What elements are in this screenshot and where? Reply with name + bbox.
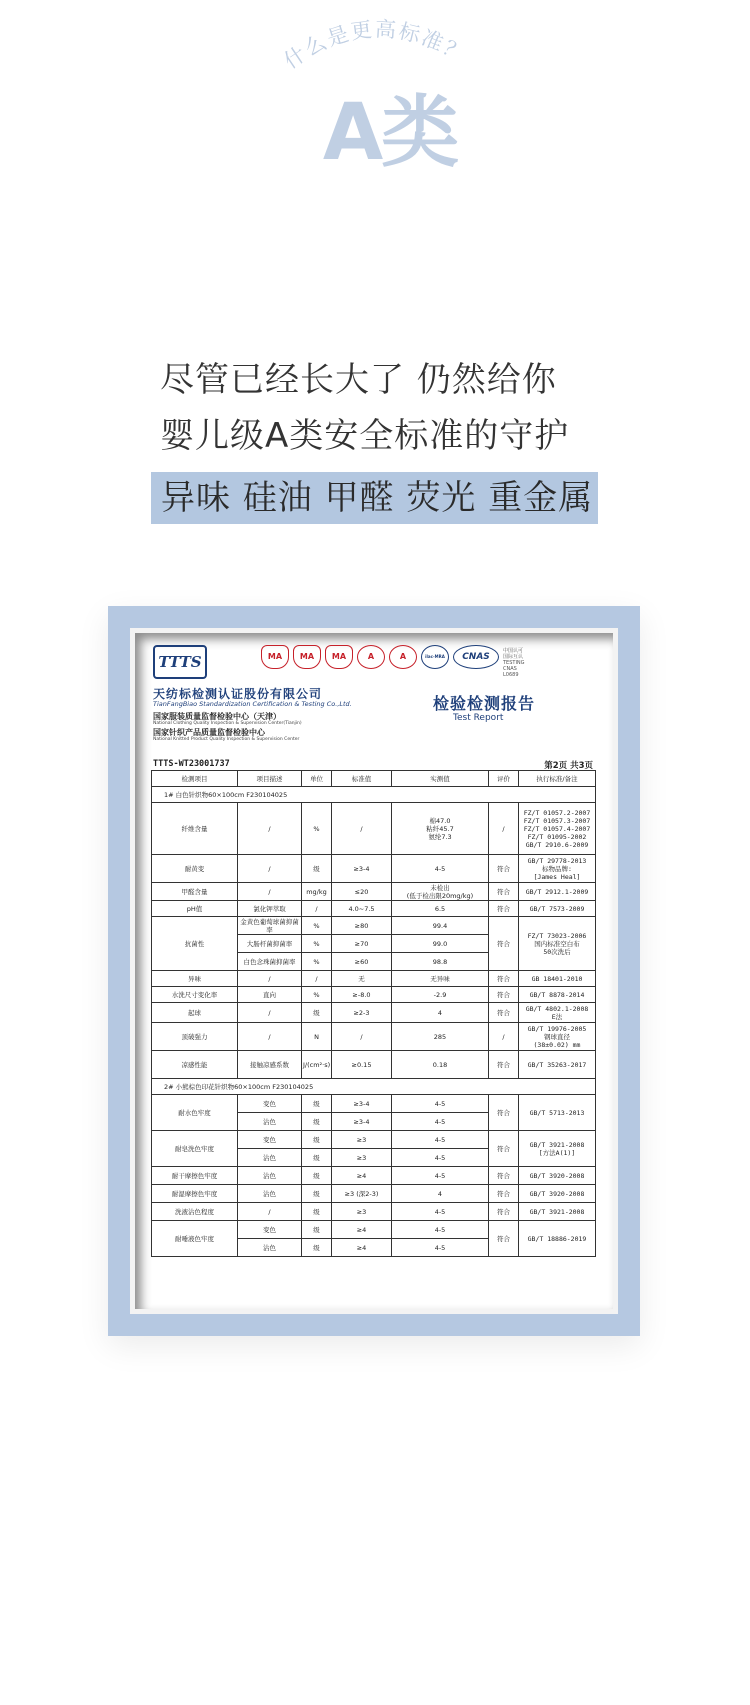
cell: 99.4 bbox=[392, 917, 489, 935]
ttts-logo: TTTS bbox=[153, 645, 207, 679]
highlight-banner bbox=[151, 472, 598, 524]
cell: ≥70 bbox=[332, 935, 392, 953]
cell: 未检出 (低于检出限20mg/kg) bbox=[392, 883, 489, 901]
cell: / bbox=[489, 803, 519, 855]
cell: 棉47.0 粘纤45.7 氨纶7.3 bbox=[392, 803, 489, 855]
table-row bbox=[152, 1095, 596, 1113]
page-indicator: 第2页 共3页 bbox=[544, 761, 593, 771]
cell: GB/T 29778-2013 标物品牌: [James Heal] bbox=[519, 855, 596, 883]
cell: 符合 bbox=[489, 1167, 519, 1185]
cell: / bbox=[302, 971, 332, 987]
cell: 4-5 bbox=[392, 1149, 489, 1167]
test-report-document bbox=[135, 633, 613, 1309]
cell: 4 bbox=[392, 1185, 489, 1203]
institute-1-cn: 国家服装质量监督检验中心（天津） bbox=[153, 712, 281, 721]
table-row bbox=[152, 1023, 596, 1051]
cell: ≥2-3 bbox=[332, 1003, 392, 1023]
table-row bbox=[152, 1131, 596, 1149]
cell: 符合 bbox=[489, 1221, 519, 1257]
cell: % bbox=[302, 803, 332, 855]
cell: ≥3 bbox=[332, 1203, 392, 1221]
cell: 级 bbox=[302, 1113, 332, 1131]
cell: N bbox=[302, 1023, 332, 1051]
ilac-mra-icon: ilac-MRA bbox=[421, 645, 449, 669]
cell: 4-5 bbox=[392, 1113, 489, 1131]
cell: / bbox=[332, 803, 392, 855]
cell: 氯化钾萃取 bbox=[238, 901, 302, 917]
highlight-text: 异味 硅油 甲醛 荧光 重金属 bbox=[161, 478, 594, 518]
cell: 6.5 bbox=[392, 901, 489, 917]
cell: 4-5 bbox=[392, 1203, 489, 1221]
cell: GB/T 3920-2008 bbox=[519, 1185, 596, 1203]
report-meta bbox=[153, 759, 593, 769]
column-header: 实测值 bbox=[392, 771, 489, 787]
cell: GB/T 4802.1-2008 E法 bbox=[519, 1003, 596, 1023]
cell: ≤20 bbox=[332, 883, 392, 901]
cell: % bbox=[302, 917, 332, 935]
report-title-en: Test Report bbox=[453, 713, 504, 723]
cell: 符合 bbox=[489, 901, 519, 917]
cell: 符合 bbox=[489, 971, 519, 987]
report-header bbox=[153, 645, 593, 745]
cell: GB 18401-2010 bbox=[519, 971, 596, 987]
cell: ≥4 bbox=[332, 1221, 392, 1239]
table-row bbox=[152, 1203, 596, 1221]
cell: 级 bbox=[302, 1149, 332, 1167]
cell: 符合 bbox=[489, 1131, 519, 1167]
cell: 无 bbox=[332, 971, 392, 987]
report-title-cn: 检验检测报告 bbox=[433, 694, 536, 713]
cell: 4-5 bbox=[392, 1131, 489, 1149]
cell: ≥0.15 bbox=[332, 1051, 392, 1079]
picture-frame bbox=[108, 606, 640, 1336]
cell: 沾色 bbox=[238, 1185, 302, 1203]
section-row bbox=[152, 1079, 596, 1095]
cell: ≥3-4 bbox=[332, 855, 392, 883]
company-name-en: TianFangBiao Standardization Certification & Testing Co.,Ltd. bbox=[153, 700, 352, 708]
table-row bbox=[152, 855, 596, 883]
cell: / bbox=[489, 1023, 519, 1051]
cell: 耐干摩擦色牢度 bbox=[152, 1167, 238, 1185]
cell: 沾色 bbox=[238, 1113, 302, 1131]
cell: GB/T 5713-2013 bbox=[519, 1095, 596, 1131]
cell: ≥3 bbox=[332, 1131, 392, 1149]
cell: 大肠杆菌抑菌率 bbox=[238, 935, 302, 953]
cell: 级 bbox=[302, 855, 332, 883]
cell: 变色 bbox=[238, 1095, 302, 1113]
cell: 顶破强力 bbox=[152, 1023, 238, 1051]
cell: GB/T 3921-2008 bbox=[519, 1203, 596, 1221]
cell: 4-5 bbox=[392, 1239, 489, 1257]
cell: ≥4 bbox=[332, 1167, 392, 1185]
cell: pH值 bbox=[152, 901, 238, 917]
cell: 99.0 bbox=[392, 935, 489, 953]
cell: 耐黄变 bbox=[152, 855, 238, 883]
cell: GB/T 3921-2008 [方法A(1)] bbox=[519, 1131, 596, 1167]
svg-text:什么是更高标准？ bbox=[280, 17, 471, 73]
cell: 级 bbox=[302, 1221, 332, 1239]
cell: J/(cm²·s) bbox=[302, 1051, 332, 1079]
cell: 金黄色葡萄球菌抑菌率 bbox=[238, 917, 302, 935]
cell: 符合 bbox=[489, 1095, 519, 1131]
cell: ≥3 bbox=[332, 1149, 392, 1167]
cell: / bbox=[238, 803, 302, 855]
cell: 沾色 bbox=[238, 1239, 302, 1257]
cell: 纤维含量 bbox=[152, 803, 238, 855]
cnas-logo-icon: CNAS bbox=[453, 645, 499, 669]
cell: 级 bbox=[302, 1203, 332, 1221]
section-title-1: 1# 白色针织物60×100cm F230104025 bbox=[152, 787, 596, 803]
test-results-table bbox=[151, 770, 596, 1257]
institute-2-en: National Knitted Product Quality Inspection & Supervision Center bbox=[153, 737, 300, 742]
cell: 符合 bbox=[489, 1185, 519, 1203]
cell: / bbox=[238, 971, 302, 987]
cell: 级 bbox=[302, 1095, 332, 1113]
table-row bbox=[152, 1167, 596, 1185]
cell: 甲醛含量 bbox=[152, 883, 238, 901]
cell: 符合 bbox=[489, 855, 519, 883]
intro-line-1: 尽管已经长大了 仍然给你 bbox=[160, 360, 557, 400]
cell: GB/T 35263-2017 bbox=[519, 1051, 596, 1079]
cell: 级 bbox=[302, 1003, 332, 1023]
cma-mark-icon: MA bbox=[325, 645, 353, 669]
column-header: 评价 bbox=[489, 771, 519, 787]
table-row bbox=[152, 803, 596, 855]
table-row bbox=[152, 1003, 596, 1023]
cell: 符合 bbox=[489, 1203, 519, 1221]
cell: 无异味 bbox=[392, 971, 489, 987]
cell: ≥3 (深2-3) bbox=[332, 1185, 392, 1203]
big-title: A类 bbox=[322, 88, 458, 178]
table-row bbox=[152, 1051, 596, 1079]
cell: 变色 bbox=[238, 1131, 302, 1149]
cell: 级 bbox=[302, 1131, 332, 1149]
frame-mat bbox=[130, 628, 618, 1314]
intro-text bbox=[160, 352, 569, 464]
cell: / bbox=[302, 901, 332, 917]
cell: / bbox=[238, 855, 302, 883]
institute-1-en: National Clothing Quality Inspection & Supervision Center(Tianjin) bbox=[153, 721, 302, 726]
intro-line-2: 婴儿级A类安全标准的守护 bbox=[160, 416, 570, 456]
column-header: 标准值 bbox=[332, 771, 392, 787]
cell: / bbox=[238, 1023, 302, 1051]
section-title-2: 2# 小熊棕色印花针织物60×100cm F230104025 bbox=[152, 1079, 596, 1095]
cell: 耐皂洗色牢度 bbox=[152, 1131, 238, 1167]
cell: 4-5 bbox=[392, 855, 489, 883]
cell: 符合 bbox=[489, 883, 519, 901]
column-header: 执行标准/备注 bbox=[519, 771, 596, 787]
cell: 变色 bbox=[238, 1221, 302, 1239]
column-header: 单位 bbox=[302, 771, 332, 787]
cell: 4.0~7.5 bbox=[332, 901, 392, 917]
cell: GB/T 2912.1-2009 bbox=[519, 883, 596, 901]
cell: 沾色 bbox=[238, 1149, 302, 1167]
cell: 级 bbox=[302, 1185, 332, 1203]
cell: GB/T 7573-2009 bbox=[519, 901, 596, 917]
cell: FZ/T 01057.2-2007 FZ/T 01057.3-2007 FZ/T 01057.4-2007 FZ/T 01095-2002 GB/T 2910.6-2009 bbox=[519, 803, 596, 855]
cnas-note: 中国认可 国际互认 TESTING CNAS L0689 bbox=[503, 648, 525, 678]
cma-mark-icon: MA bbox=[261, 645, 289, 669]
cell: % bbox=[302, 987, 332, 1003]
cell: ≥3-4 bbox=[332, 1095, 392, 1113]
table-row bbox=[152, 1185, 596, 1203]
cell: % bbox=[302, 953, 332, 971]
cell: / bbox=[238, 883, 302, 901]
cell: 285 bbox=[392, 1023, 489, 1051]
cell: ≥-8.0 bbox=[332, 987, 392, 1003]
cma-mark-icon: MA bbox=[293, 645, 321, 669]
cell: -2.9 bbox=[392, 987, 489, 1003]
cell: GB/T 18886-2019 bbox=[519, 1221, 596, 1257]
cell: 沾色 bbox=[238, 1167, 302, 1185]
cell: 白色念珠菌抑菌率 bbox=[238, 953, 302, 971]
cell: % bbox=[302, 935, 332, 953]
cell: / bbox=[238, 1203, 302, 1221]
cell: 耐湿摩擦色牢度 bbox=[152, 1185, 238, 1203]
cell: 4-5 bbox=[392, 1095, 489, 1113]
cell: / bbox=[332, 1023, 392, 1051]
cell: GB/T 3920-2008 bbox=[519, 1167, 596, 1185]
curved-subtitle-text: 什么是更高标准？ bbox=[279, 17, 471, 74]
cell: 接触凉感系数 bbox=[238, 1051, 302, 1079]
cell: 异味 bbox=[152, 971, 238, 987]
table-row bbox=[152, 1221, 596, 1239]
cell: 98.8 bbox=[392, 953, 489, 971]
cell: GB/T 19976-2005 钢球直径 (38±0.02) mm bbox=[519, 1023, 596, 1051]
cell: 4-5 bbox=[392, 1167, 489, 1185]
cell: 抗菌性 bbox=[152, 917, 238, 971]
cal-mark-icon: A bbox=[389, 645, 417, 669]
cell: 符合 bbox=[489, 987, 519, 1003]
table-row bbox=[152, 917, 596, 935]
column-header: 项目描述 bbox=[238, 771, 302, 787]
cal-mark-icon: A bbox=[357, 645, 385, 669]
cell: 4-5 bbox=[392, 1221, 489, 1239]
table-header-row bbox=[152, 771, 596, 787]
cell: 直向 bbox=[238, 987, 302, 1003]
cell: 符合 bbox=[489, 1003, 519, 1023]
cell: 4 bbox=[392, 1003, 489, 1023]
cell: ≥4 bbox=[332, 1239, 392, 1257]
cell: 耐唾液色牢度 bbox=[152, 1221, 238, 1257]
cell: 耐水色牢度 bbox=[152, 1095, 238, 1131]
cell: 起球 bbox=[152, 1003, 238, 1023]
company-name-cn: 天纺标检测认证股份有限公司 bbox=[153, 687, 323, 701]
cell: 符合 bbox=[489, 1051, 519, 1079]
cell: mg/kg bbox=[302, 883, 332, 901]
table-row bbox=[152, 901, 596, 917]
cell: ≥80 bbox=[332, 917, 392, 935]
cell: ≥3-4 bbox=[332, 1113, 392, 1131]
cell: GB/T 8878-2014 bbox=[519, 987, 596, 1003]
cell: 级 bbox=[302, 1239, 332, 1257]
institute-2-cn: 国家针织产品质量监督检验中心 bbox=[153, 728, 265, 737]
cell: FZ/T 73023-2006 国内标准空白布 50次洗后 bbox=[519, 917, 596, 971]
cell: 0.18 bbox=[392, 1051, 489, 1079]
table-row bbox=[152, 971, 596, 987]
table-row bbox=[152, 987, 596, 1003]
cell: 水洗尺寸变化率 bbox=[152, 987, 238, 1003]
cell: 凉感性能 bbox=[152, 1051, 238, 1079]
cell: / bbox=[238, 1003, 302, 1023]
report-number: TTTS-WT23001737 bbox=[153, 759, 230, 769]
cell: 符合 bbox=[489, 917, 519, 971]
table-row bbox=[152, 883, 596, 901]
section-row bbox=[152, 787, 596, 803]
cell: 洗液沾色程度 bbox=[152, 1203, 238, 1221]
certification-marks bbox=[261, 645, 527, 678]
column-header: 检测项目 bbox=[152, 771, 238, 787]
cell: ≥60 bbox=[332, 953, 392, 971]
cell: 级 bbox=[302, 1167, 332, 1185]
